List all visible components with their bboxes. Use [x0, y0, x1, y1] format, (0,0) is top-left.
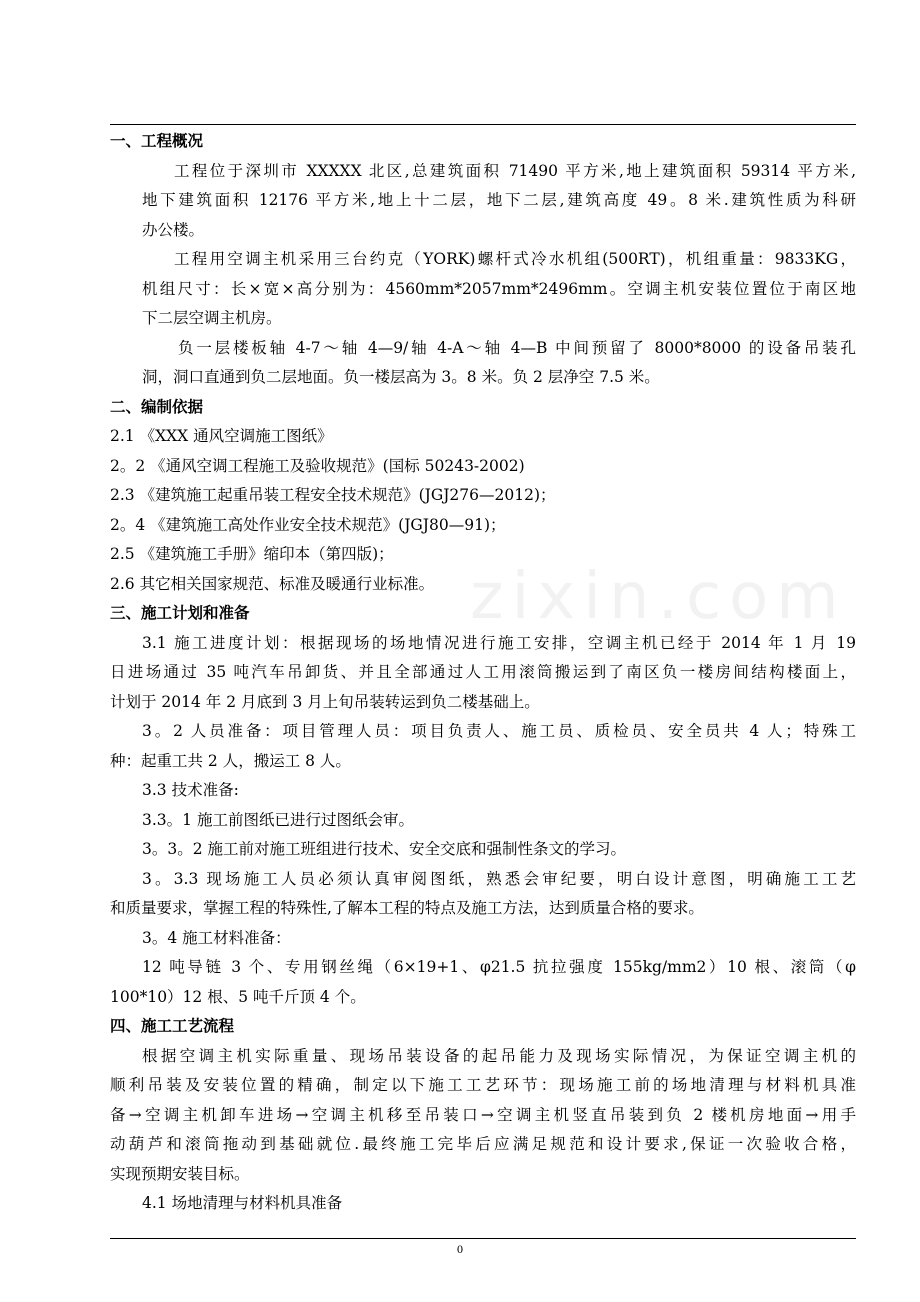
paragraph-line: 2。2 《通风空调工程施工及验收规范》(国标 50243-2002) [110, 456, 525, 475]
paragraph-line: 3.3 技术准备: [142, 781, 239, 799]
paragraph-line: 2.5 《建筑施工手册》缩印本（第四版)； [110, 545, 394, 563]
paragraph-line: 4.1 场地清理与材料机具准备 [142, 1194, 343, 1212]
paragraph-line: 3.3。1 施工前图纸已进行过图纸会审。 [142, 810, 414, 829]
paragraph-line: 计划于 2014 年 2 月底到 3 月上旬吊装转运到负二楼基础上。 [110, 692, 540, 711]
paragraph-line: 顺利吊装及安装位置的精确，制定以下施工工艺环节：现场施工前的场地清理与材料机具准 [110, 1076, 856, 1094]
paragraph-line: 负一层楼板轴 4-7～轴 4—9/轴 4-A～轴 4—B 中间预留了 8000*8000 的设备吊装孔 [178, 338, 856, 357]
document-body [110, 127, 856, 1219]
paragraph-line: 3。3。2 施工前对施工班组进行技术、安全交底和强制性条文的学习。 [142, 840, 627, 858]
paragraph-line: 工程用空调主机采用三台约克（YORK)螺杆式冷水机组(500RT)，机组重量：9833KG， [174, 250, 856, 268]
paragraph-line: 实现预期安装目标。 [110, 1164, 250, 1183]
paragraph-line: 100*10）12 根、5 吨千斤顶 4 个。 [110, 987, 366, 1006]
paragraph-line: 动葫芦和滚筒拖动到基础就位.最终施工完毕后应满足规范和设计要求,保证一次验收合格， [110, 1135, 856, 1153]
paragraph-line: 地下建筑面积 12176 平方米,地上十二层，地下二层,建筑高度 49。8 米.建筑性质为科研 [142, 191, 856, 209]
paragraph-line: 根据空调主机实际重量、现场吊装设备的起吊能力及现场实际情况，为保证空调主机的 [142, 1046, 856, 1065]
paragraph-line: 3。4 施工材料准备： [142, 928, 291, 947]
footer-rule [110, 1238, 856, 1239]
header-rule [110, 124, 856, 125]
paragraph-line: 机组尺寸：长×宽×高分别为：4560mm*2057mm*2496mm。空调主机安装位置位于南区地 [142, 279, 856, 298]
section-heading: 一、工程概况 [110, 132, 204, 150]
paragraph-line: 洞，洞口直通到负二层地面。负一楼层高为 3。8 米。负 2 层净空 7.5 米。 [142, 368, 660, 386]
paragraph-line: 3.1 施工进度计划：根据现场的场地情况进行施工安排，空调主机已经于 2014 年 1 月 19 [142, 633, 856, 652]
paragraph-line: 种：起重工共 2 人，搬运工 8 人。 [110, 751, 351, 770]
paragraph-line: 2。4 《建筑施工高处作业安全技术规范》(JGJ80—91)； [110, 515, 506, 534]
paragraph-line: 12 吨导链 3 个、专用钢丝绳（6×19+1、φ21.5 抗拉强度 155kg/mm2）10 根、滚筒（φ [142, 958, 856, 976]
paragraph-line: 2.3 《建筑施工起重吊装工程安全技术规范》(JGJ276—2012)； [110, 486, 556, 504]
paragraph-line: 2.1 《XXX 通风空调施工图纸》 [110, 427, 333, 445]
paragraph-line: 3。2 人员准备：项目管理人员：项目负责人、施工员、质检员、安全员共 4 人；特殊工 [142, 722, 856, 740]
section-heading: 二、编制依据 [110, 397, 204, 416]
section-heading: 四、施工工艺流程 [110, 1017, 235, 1035]
paragraph-line: 日进场通过 35 吨汽车吊卸货、并且全部通过人工用滚筒搬运到了南区负一楼房间结构楼面上， [110, 663, 856, 681]
paragraph-line: 3。3.3 现场施工人员必须认真审阅图纸，熟悉会审纪要，明白设计意图，明确施工工艺 [142, 869, 856, 888]
paragraph-line: 2.6 其它相关国家规范、标准及暖通行业标准。 [110, 574, 435, 593]
paragraph-line: 备→空调主机卸车进场→空调主机移至吊装口→空调主机竖直吊装到负 2 楼机房地面→用手 [110, 1105, 856, 1124]
paragraph-line: 和质量要求，掌握工程的特殊性,了解本工程的特点及施工方法，达到质量合格的要求。 [110, 899, 704, 917]
page-number: 0 [457, 1242, 463, 1256]
paragraph-line: 办公楼。 [142, 220, 205, 239]
section-heading: 三、施工计划和准备 [110, 604, 250, 622]
paragraph-line: 工程位于深圳市 XXXXX 北区,总建筑面积 71490 平方米,地上建筑面积 59314 平方米, [174, 161, 856, 180]
watermark: zixin.com [470, 560, 847, 634]
paragraph-line: 下二层空调主机房。 [142, 309, 282, 327]
